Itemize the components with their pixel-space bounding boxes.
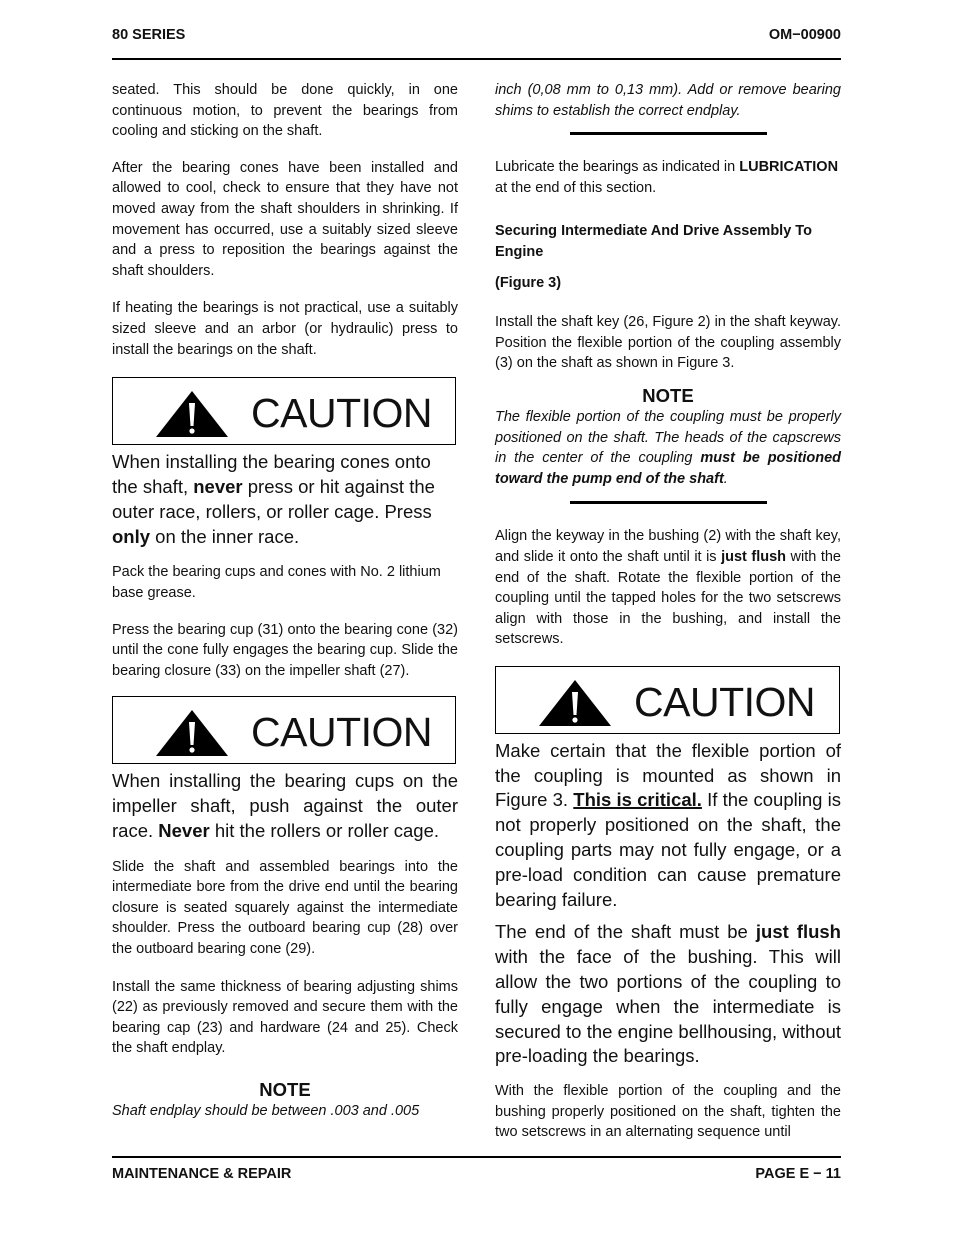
note-text: Shaft endplay should be between .003 and .005 bbox=[112, 1103, 420, 1120]
warning-triangle-icon bbox=[538, 679, 612, 727]
footer-page-number: PAGE E − 11 bbox=[755, 1166, 841, 1182]
caution-text: When installing the bearing cones onto the shaft, never press or hit against the outer race, rollers, or roller cage. Press only on the inner race. bbox=[112, 451, 435, 547]
footer-section: MAINTENANCE & REPAIR bbox=[112, 1166, 292, 1182]
paragraph: seated. This should be done quickly, in one continuous motion, to prevent the bearings from cooling and sticking on the shaft. bbox=[112, 82, 458, 140]
paragraph: After the bearing cones have been installed and allowed to cool, check to ensure that they have not moved away from the shaft shoulders in shrinking. If movement has occurred, use a suitably sized sleeve and a press to reposition the bearings against the shaft shoulders. bbox=[112, 159, 458, 279]
paragraph: With the flexible portion of the coupling and the bushing properly positioned on the shaft, tighten the two setscrews in an alternating sequence until bbox=[495, 1083, 841, 1141]
section-heading: Securing Intermediate And Drive Assembly To Engine bbox=[495, 223, 812, 260]
paragraph: Install the same thickness of bearing adjusting shims (22) as previously removed and secure them with the bearing cap (23) and hardware (24 and 25). Check the shaft endplay. bbox=[112, 978, 458, 1057]
header-series: 80 SERIES bbox=[112, 27, 186, 43]
paragraph: Align the keyway in the bushing (2) with the shaft key, and slide it onto the shaft until it is just flush with the end of the shaft. Rotate the flexible portion of the coupling until the tapped holes for the two setscrews align with those in the bushing, and install the setscrews. bbox=[495, 528, 841, 648]
paragraph: Press the bearing cup (31) onto the bearing cone (32) until the cone fully engages the bearing cup. Slide the bearing closure (33) on the impeller shaft (27). bbox=[112, 621, 458, 679]
note-title: NOTE bbox=[642, 384, 694, 406]
caution-label: CAUTION bbox=[251, 390, 432, 437]
warning-triangle-icon bbox=[155, 709, 229, 757]
note-end-rule bbox=[570, 132, 767, 135]
paragraph: Slide the shaft and assembled bearings into the intermediate bore from the drive end until the bearing closure is seated squarely against the intermediate shoulder. Press the outboard bearing cup (28) over the outboard bearing cone (29). bbox=[112, 858, 458, 958]
caution-label: CAUTION bbox=[251, 709, 432, 756]
page-footer bbox=[112, 1166, 841, 1182]
left-column bbox=[112, 80, 458, 1122]
paragraph: Install the shaft key (26, Figure 2) in the shaft keyway. Position the flexible portion of the coupling assembly (3) on the shaft as shown in Figure 3. bbox=[495, 314, 841, 372]
paragraph: If heating the bearings is not practical, use a suitably sized sleeve and an arbor (or hydraulic) press to install the bearings on the shaft. bbox=[112, 300, 458, 358]
figure-reference: (Figure 3) bbox=[495, 274, 562, 291]
paragraph: Pack the bearing cups and cones with No. 2 lithium base grease. bbox=[112, 564, 441, 601]
caution-box bbox=[495, 666, 840, 734]
caution-text: When installing the bearing cups on the impeller shaft, push against the outer race. Never hit the rollers or roller cage. bbox=[112, 770, 458, 841]
paragraph: Lubricate the bearings as indicated in LUBRICATION at the end of this section. bbox=[495, 159, 839, 196]
caution-box bbox=[112, 696, 456, 764]
caution-box bbox=[112, 377, 456, 445]
header-rule bbox=[112, 58, 841, 60]
caution-text: Make certain that the flexible portion of the coupling is mounted as shown in Figure 3. This is critical. If the coupling is not properly positioned on the shaft, the coupling parts may not fully engage, or a pre-load condition can cause premature bearing failure. bbox=[495, 739, 841, 910]
header-doc-number: OM−00900 bbox=[768, 27, 841, 43]
note-text: inch (0,08 mm to 0,13 mm). Add or remove bearing shims to establish the correct endplay. bbox=[495, 82, 841, 119]
note-text: The flexible portion of the coupling must be properly positioned on the shaft. The heads of the capscrews in the center of the coupling must be positioned toward the pump end of the shaft. bbox=[495, 408, 842, 487]
footer-rule bbox=[112, 1156, 841, 1158]
page-header bbox=[112, 27, 841, 43]
caution-text: The end of the shaft must be just flush with the face of the bushing. This will allow the two portions of the coupling to fully engage when the intermediate is secured to the engine bellhousing, without pre-loading the bearings. bbox=[495, 921, 841, 1067]
note-end-rule bbox=[570, 501, 767, 504]
caution-label: CAUTION bbox=[634, 678, 815, 725]
warning-triangle-icon bbox=[155, 390, 229, 438]
note-title: NOTE bbox=[259, 1079, 311, 1101]
right-column bbox=[495, 80, 841, 1143]
